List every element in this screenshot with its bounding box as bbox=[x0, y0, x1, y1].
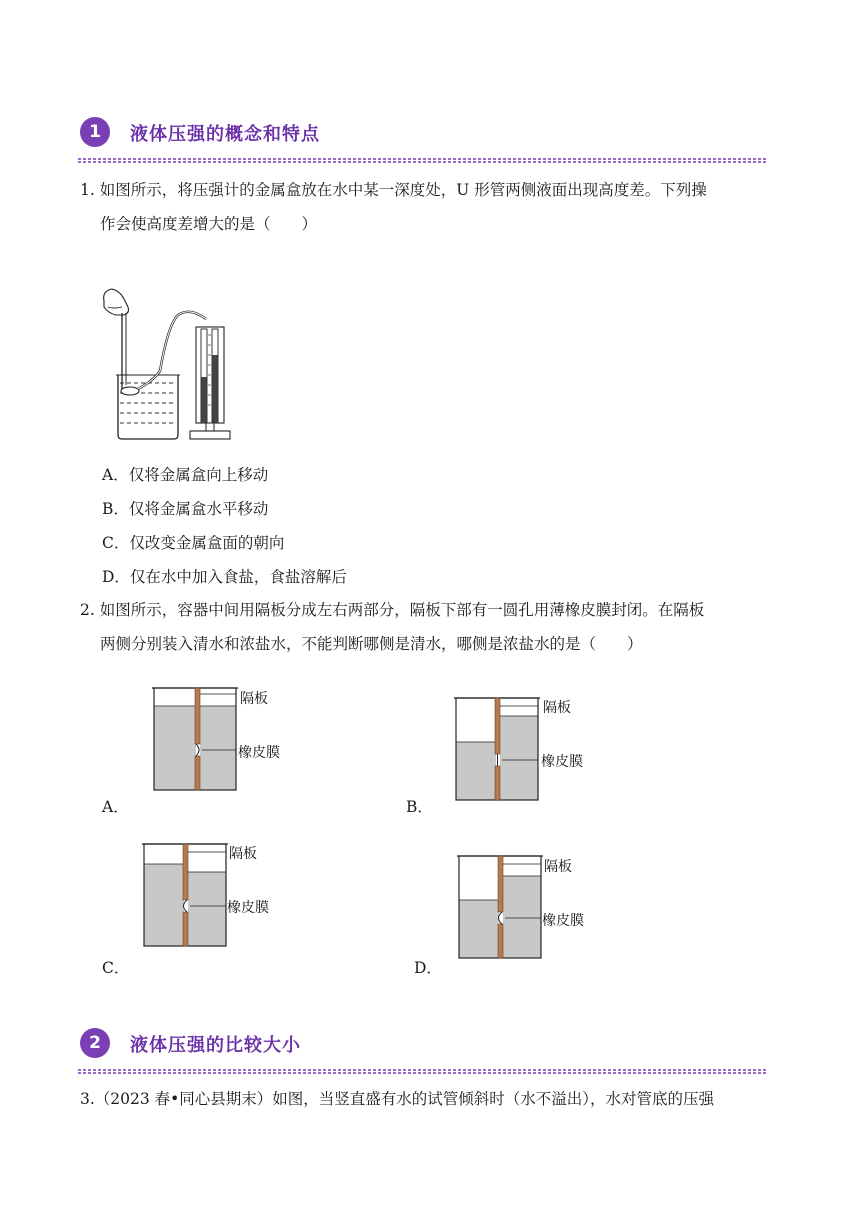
section-2-badge: 2 bbox=[80, 1028, 110, 1058]
q2-c-partition-label: 隔板 bbox=[229, 846, 257, 862]
q2-figure-d bbox=[455, 850, 605, 962]
q2-text-line1: 2. 如图所示，容器中间用隔板分成左右两部分，隔板下部有一圆孔用薄橡皮膜封闭。在隔板 bbox=[80, 601, 705, 619]
section-1-badge: 1 bbox=[80, 117, 110, 147]
q2-c-membrane-label: 橡皮膜 bbox=[227, 900, 269, 916]
pressure-gauge-figure bbox=[98, 285, 238, 445]
q2-figure-c bbox=[140, 838, 290, 950]
q2-a-membrane-label: 橡皮膜 bbox=[238, 745, 280, 761]
q1-option-b[interactable]: B．仅将金属盒水平移动 bbox=[102, 500, 269, 518]
q1-text-line1: 1. 如图所示，将压强计的金属盒放在水中某一深度处，U 形管两侧液面出现高度差。下列操 bbox=[80, 181, 707, 199]
q2-option-c[interactable]: C． bbox=[102, 959, 130, 977]
q2-b-partition-label: 隔板 bbox=[543, 700, 571, 716]
q1-option-d[interactable]: D．仅在水中加入食盐，食盐溶解后 bbox=[102, 568, 347, 586]
q2-b-membrane-label: 橡皮膜 bbox=[541, 754, 583, 770]
section-2-title: 液体压强的比较大小 bbox=[130, 1035, 301, 1056]
q2-d-membrane-label: 橡皮膜 bbox=[542, 913, 584, 929]
q2-figure-a bbox=[150, 684, 300, 796]
q2-d-partition-label: 隔板 bbox=[544, 859, 572, 875]
section-2-divider bbox=[78, 1069, 766, 1074]
q2-a-partition-label: 隔板 bbox=[240, 691, 268, 707]
section-1-divider bbox=[78, 158, 766, 163]
q2-option-d[interactable]: D． bbox=[414, 959, 442, 977]
q1-text-line2: 作会使高度差增大的是（ ） bbox=[100, 215, 318, 233]
q2-option-a[interactable]: A． bbox=[102, 798, 129, 816]
q2-option-b[interactable]: B． bbox=[406, 798, 433, 816]
q1-option-a[interactable]: A．仅将金属盒向上移动 bbox=[102, 466, 269, 484]
q3-text-line1: 3.（2023 春•同心县期末）如图，当竖直盛有水的试管倾斜时（水不溢出），水对管底的压强 bbox=[80, 1090, 715, 1108]
q2-text-line2: 两侧分别装入清水和浓盐水，不能判断哪侧是清水，哪侧是浓盐水的是（ ） bbox=[100, 635, 643, 653]
section-1-title: 液体压强的概念和特点 bbox=[130, 124, 320, 145]
q1-option-c[interactable]: C．仅改变金属盒面的朝向 bbox=[102, 534, 285, 552]
q2-figure-b bbox=[452, 692, 602, 804]
